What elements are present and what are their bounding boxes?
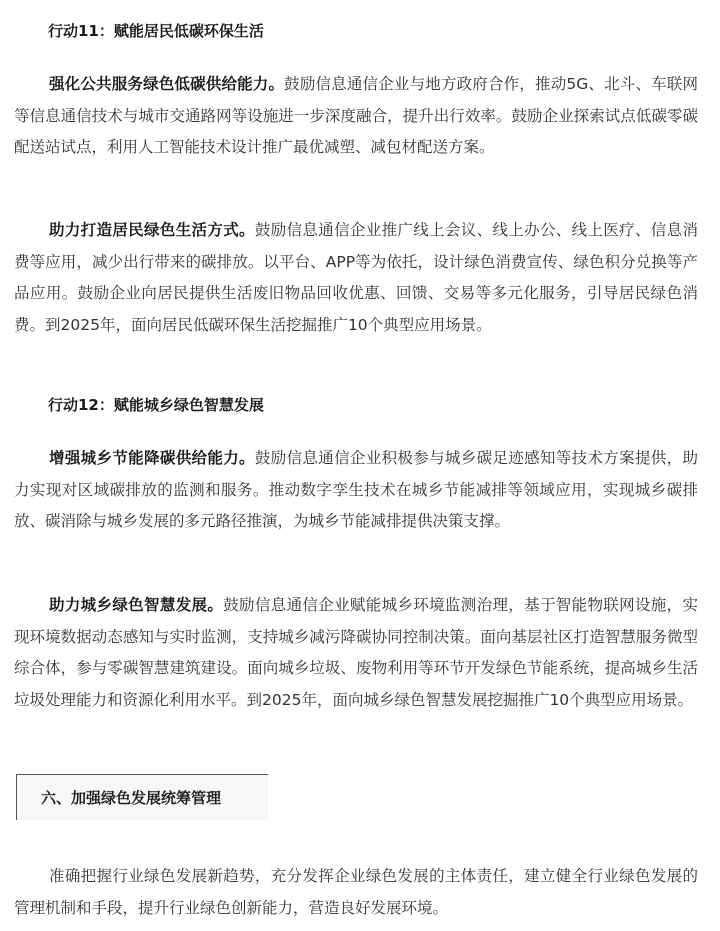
section-6-paragraph bbox=[14, 861, 698, 924]
action-12-paragraph-2 bbox=[14, 590, 698, 716]
section-6-title-box bbox=[16, 774, 268, 820]
paragraph-body: 鼓励信息通信企业与地方政府合作，推动5G、北斗、车联网等信息通信技术与城市交通路网等设施进一步深度融合，提升出行效率。鼓励企业探索试点低碳零碳配送站试点，利用人工智能技术设计推广最优减塑、减包材配送方案。 bbox=[14, 75, 698, 156]
action-12-paragraph-1 bbox=[14, 443, 698, 538]
paragraph-lead: 强化公共服务绿色低碳供给能力。 bbox=[49, 75, 285, 93]
action-11-heading: 行动11：赋能居民低碳环保生活 bbox=[48, 22, 264, 40]
action-11-paragraph-2 bbox=[14, 215, 698, 341]
paragraph-body: 鼓励信息通信企业积极参与城乡碳足迹感知等技术方案提供，助力实现对区域碳排放的监测和服务。推动数字孪生技术在城乡节能减排等领域应用，实现城乡碳排放、碳消除与城乡发展的多元路径推演，为城乡节能减排提供决策支撑。 bbox=[14, 449, 698, 530]
paragraph-lead: 助力城乡绿色智慧发展。 bbox=[49, 596, 224, 614]
action-11-paragraph-1 bbox=[14, 69, 698, 164]
paragraph-body: 准确把握行业绿色发展新趋势，充分发挥企业绿色发展的主体责任，建立健全行业绿色发展的管理机制和手段，提升行业绿色创新能力，营造良好发展环境。 bbox=[14, 867, 698, 917]
section-6-title: 六、加强绿色发展统筹管理 bbox=[41, 789, 222, 807]
action-12-heading: 行动12：赋能城乡绿色智慧发展 bbox=[48, 396, 264, 414]
paragraph-body: 鼓励信息通信企业推广线上会议、线上办公、线上医疗、信息消费等应用，减少出行带来的碳排放。以平台、APP等为依托，设计绿色消费宣传、绿色积分兑换等产品应用。鼓励企业向居民提供生活废旧物品回收优惠、回馈、交易等多元化服务，引导居民绿色消费。到2025年，面向居民低碳环保生活挖掘推广10个典型应用场景。 bbox=[14, 221, 698, 334]
paragraph-lead: 增强城乡节能降碳供给能力。 bbox=[49, 449, 255, 467]
paragraph-body: 鼓励信息通信企业赋能城乡环境监测治理，基于智能物联网设施，实现环境数据动态感知与实时监测，支持城乡减污降碳协同控制决策。面向基层社区打造智慧服务微型综合体，参与零碳智慧建筑建设。面向城乡垃圾、废物利用等环节开发绿色节能系统，提高城乡生活垃圾处理能力和资源化利用水平。到2025年，面向城乡绿色智慧发展挖掘推广10个典型应用场景。 bbox=[14, 596, 698, 709]
paragraph-lead: 助力打造居民绿色生活方式。 bbox=[49, 221, 255, 239]
